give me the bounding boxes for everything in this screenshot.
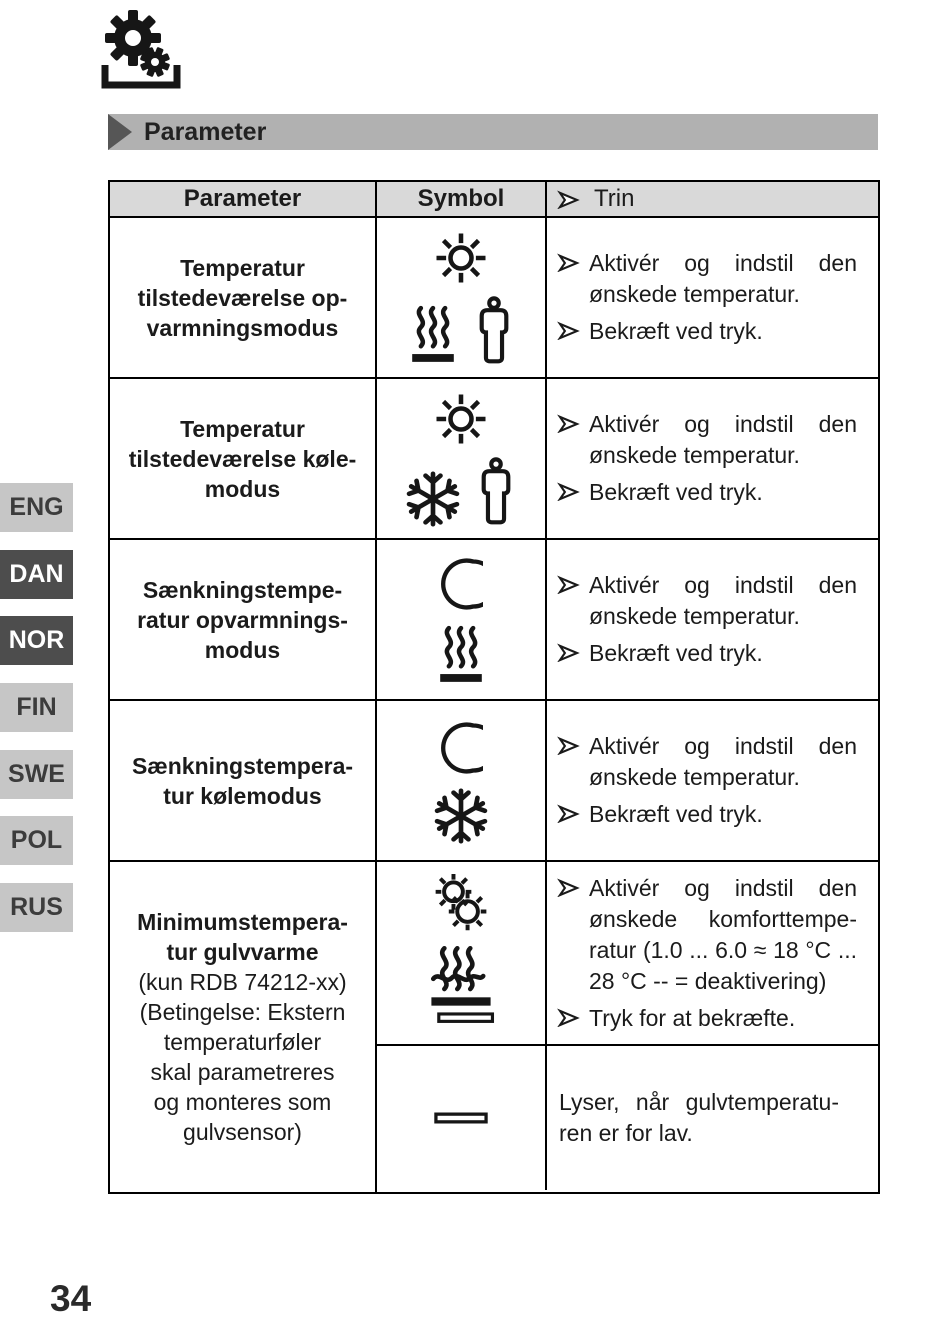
symbol-cell: [377, 218, 547, 377]
steps-cell: [547, 218, 878, 377]
col-header-parameter: Parameter: [110, 182, 377, 216]
steps-cell: [547, 540, 878, 699]
symbol-cell: [377, 379, 547, 538]
step-text: Bekræft ved tryk.: [589, 479, 763, 505]
step-text: Aktivér og indstil den ønskede komforttemperatur (1.0 ... 6.0 ≈ 18 °C ... 28 °C -- = deaktivering): [589, 874, 857, 994]
symbol-cell: [377, 1046, 547, 1190]
moon-icon: [439, 718, 483, 778]
heating-icon: [407, 304, 459, 366]
arrow-bullet-icon: [557, 638, 589, 669]
floor-line-icon: [434, 1112, 488, 1124]
page-number: 34: [50, 1278, 92, 1319]
step-text: Aktivér og indstil den ønskede temperatur.: [589, 250, 857, 307]
sun-icon: [432, 391, 490, 447]
step-item: [557, 731, 872, 793]
status-text: Lyser, når gulvtemperaturen er for lav.: [559, 1089, 839, 1146]
col-header-steps: [547, 182, 878, 216]
table-header-row: [110, 182, 878, 216]
step-item: [557, 477, 872, 508]
steps-cell: [547, 862, 878, 1044]
step-text: Aktivér og indstil den ønskede temperatur.: [589, 411, 857, 468]
step-item: [557, 570, 872, 632]
lang-tab-eng: ENG: [0, 483, 73, 532]
step-item: [557, 248, 872, 310]
moon-icon: [439, 554, 483, 614]
arrow-bullet-icon: [557, 409, 589, 471]
lang-tab-nor: NOR: [0, 616, 73, 665]
arrow-bullet-icon: [557, 190, 580, 209]
arrow-bullet-icon: [557, 1003, 589, 1034]
parameter-cell: Sænkningstempera- tur kølemodus: [110, 701, 377, 860]
sun-moon-icon: [429, 873, 493, 935]
step-text: Tryk for at bekræfte.: [589, 1004, 796, 1031]
parameter-cell: Sænkningstempe- ratur opvarmnings- modus: [110, 540, 377, 699]
parameter-cell: Temperatur tilstedeværelse op- varmningsmodus: [110, 218, 377, 377]
step-text: Bekræft ved tryk.: [589, 318, 763, 344]
arrow-bullet-icon: [557, 477, 589, 508]
step-item: [557, 409, 872, 471]
arrow-bullet-icon: [557, 248, 589, 310]
arrow-bullet-icon: [557, 731, 589, 793]
heating-icon: [435, 624, 487, 686]
parameter-cell: Temperatur tilstedeværelse køle- modus: [110, 379, 377, 538]
table-sub-row: [377, 1044, 878, 1190]
lang-tab-pol: POL: [0, 816, 73, 865]
lang-tab-dan: DAN: [0, 550, 73, 599]
section-arrow-icon: [108, 114, 132, 150]
step-item: [557, 638, 872, 669]
section-title: Parameter: [144, 117, 267, 146]
col-header-steps-label: Trin: [594, 185, 635, 212]
table-row: [110, 538, 878, 699]
person-icon: [473, 296, 515, 366]
symbol-cell: [377, 701, 547, 860]
parameter-cell: Minimumstempera- tur gulvvarme (kun RDB 74212-xx) (Betingelse: Ekstern temperaturføler skal parametreres og monteres som gulvsensor): [110, 862, 377, 1192]
floor-heating-icon: [424, 945, 498, 1033]
step-item: [557, 316, 872, 347]
sun-icon: [432, 230, 490, 286]
table-sub-row: [377, 862, 878, 1044]
lang-tab-rus: RUS: [0, 883, 73, 932]
lang-tab-fin: FIN: [0, 683, 73, 732]
table-row: [110, 216, 878, 377]
arrow-bullet-icon: [557, 316, 589, 347]
arrow-bullet-icon: [557, 799, 589, 830]
parameter-table: [108, 180, 880, 1194]
settings-gears-icon: [97, 8, 185, 92]
steps-cell: [547, 701, 878, 860]
arrow-bullet-icon: [557, 570, 589, 632]
steps-cell: [547, 1046, 878, 1190]
lang-tab-swe: SWE: [0, 750, 73, 799]
symbol-cell: [377, 540, 547, 699]
col-header-symbol: Symbol: [377, 182, 547, 216]
table-row: [110, 699, 878, 860]
step-text: Bekræft ved tryk.: [589, 801, 763, 827]
steps-cell: [547, 379, 878, 538]
step-item: [557, 873, 872, 997]
table-row: [110, 377, 878, 538]
snowflake-icon: [433, 788, 489, 844]
person-icon: [475, 457, 517, 527]
step-text: Aktivér og indstil den ønskede temperatur.: [589, 733, 857, 790]
table-row: [110, 860, 878, 1192]
symbol-cell: [377, 862, 547, 1044]
step-item: [557, 799, 872, 830]
arrow-bullet-icon: [557, 873, 589, 997]
step-text: Bekræft ved tryk.: [589, 640, 763, 666]
step-text: Aktivér og indstil den ønskede temperatur.: [589, 572, 857, 629]
step-item: [557, 1003, 872, 1034]
snowflake-icon: [405, 471, 461, 527]
section-header-bar: [108, 114, 878, 150]
